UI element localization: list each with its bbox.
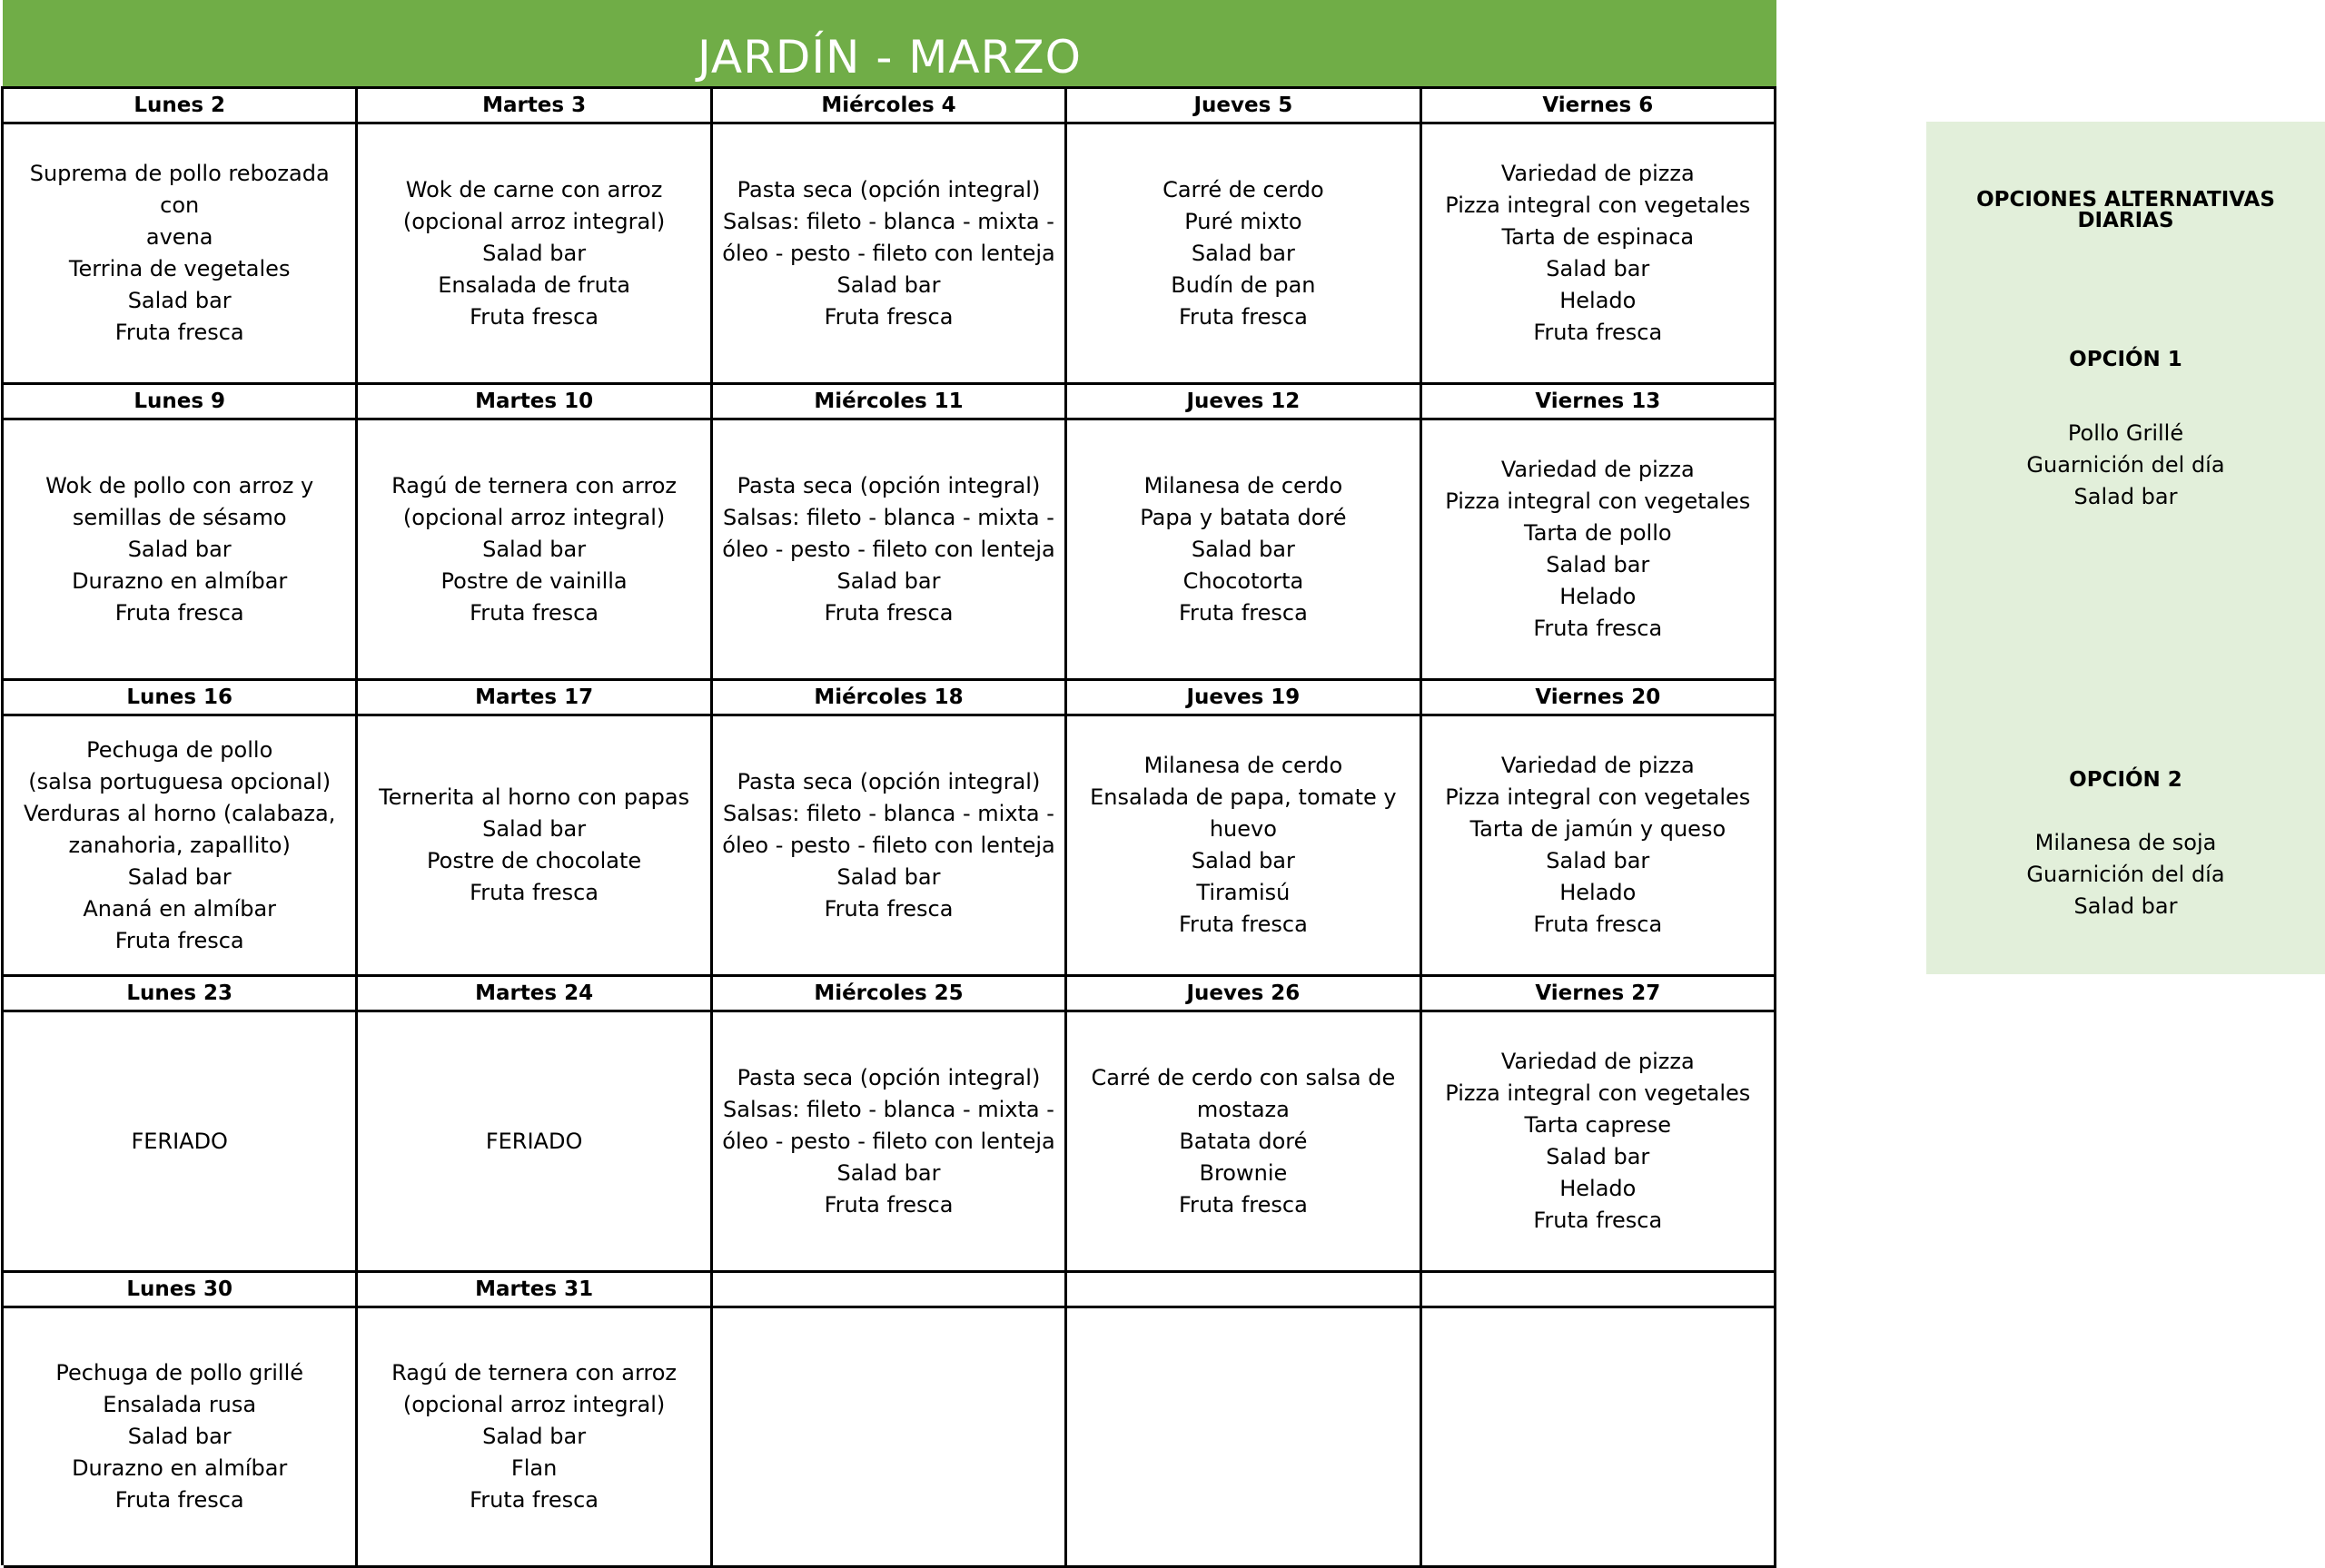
- day-menu: Pasta seca (opción integral) Salsas: fileto - blanca - mixta - óleo - pesto - fileto con lenteja Salad bar Fruta fresca: [713, 124, 1067, 385]
- option-2-item: Milanesa de soja: [2034, 830, 2217, 855]
- option-1-list: [1926, 418, 2325, 513]
- day-menu-empty: [1067, 1308, 1421, 1568]
- day-header: Lunes 16: [4, 681, 358, 716]
- option-1-heading: OPCIÓN 1: [2069, 348, 2182, 371]
- day-menu: Ragú de ternera con arroz (opcional arroz integral) Salad bar Flan Fruta fresca: [358, 1308, 712, 1568]
- option-1-item: Guarnición del día: [2026, 452, 2225, 478]
- day-header: Lunes 2: [4, 89, 358, 124]
- option-2-heading: OPCIÓN 2: [2069, 768, 2182, 792]
- day-menu: Milanesa de cerdo Papa y batata doré Salad bar Chocotorta Fruta fresca: [1067, 420, 1421, 681]
- day-menu: Variedad de pizza Pizza integral con vegetales Tarta de espinaca Salad bar Helado Fruta fresca: [1422, 124, 1776, 385]
- day-menu: Pechuga de pollo grillé Ensalada rusa Salad bar Durazno en almíbar Fruta fresca: [4, 1308, 358, 1568]
- day-header: Jueves 19: [1067, 681, 1421, 716]
- option-2-item: Guarnición del día: [2026, 862, 2225, 887]
- day-menu: Carré de cerdo Puré mixto Salad bar Budín de pan Fruta fresca: [1067, 124, 1421, 385]
- day-menu-empty: [1422, 1308, 1776, 1568]
- option-1-item: Salad bar: [2073, 484, 2178, 509]
- day-menu: Pasta seca (opción integral) Salsas: fileto - blanca - mixta - óleo - pesto - fileto con lenteja Salad bar Fruta fresca: [713, 420, 1067, 681]
- day-header: Martes 10: [358, 385, 712, 420]
- day-header: Miércoles 4: [713, 89, 1067, 124]
- alternatives-title: OPCIONES ALTERNATIVAS DIARIAS: [1976, 188, 2275, 232]
- day-header: Lunes 9: [4, 385, 358, 420]
- day-menu-empty: [713, 1308, 1067, 1568]
- day-menu: Ragú de ternera con arroz (opcional arroz integral) Salad bar Postre de vainilla Fruta fresca: [358, 420, 712, 681]
- day-menu: Pechuga de pollo (salsa portuguesa opcional) Verduras al horno (calabaza, zanahoria, zapallito) Salad bar Ananá en almíbar Fruta fresca: [4, 716, 358, 977]
- menu-calendar: [1, 86, 1776, 1565]
- day-header-empty: [1422, 1273, 1776, 1308]
- alternative-options-panel: [1926, 122, 2325, 974]
- day-menu: Wok de pollo con arroz y semillas de sésamo Salad bar Durazno en almíbar Fruta fresca: [4, 420, 358, 681]
- day-menu: Variedad de pizza Pizza integral con vegetales Tarta caprese Salad bar Helado Fruta fresca: [1422, 1012, 1776, 1273]
- day-header: Viernes 20: [1422, 681, 1776, 716]
- day-menu: FERIADO: [4, 1012, 358, 1273]
- day-header-empty: [713, 1273, 1067, 1308]
- day-menu: FERIADO: [358, 1012, 712, 1273]
- day-header: Jueves 5: [1067, 89, 1421, 124]
- day-header: Viernes 27: [1422, 977, 1776, 1012]
- day-menu: Carré de cerdo con salsa de mostaza Batata doré Brownie Fruta fresca: [1067, 1012, 1421, 1273]
- day-header: Lunes 30: [4, 1273, 358, 1308]
- page-title: JARDÍN - MARZO: [698, 31, 1082, 84]
- day-menu: Milanesa de cerdo Ensalada de papa, tomate y huevo Salad bar Tiramisú Fruta fresca: [1067, 716, 1421, 977]
- day-header: Martes 17: [358, 681, 712, 716]
- option-2-list: [1926, 827, 2325, 922]
- day-menu: Variedad de pizza Pizza integral con vegetales Tarta de pollo Salad bar Helado Fruta fresca: [1422, 420, 1776, 681]
- day-header: Martes 31: [358, 1273, 712, 1308]
- day-header: Miércoles 11: [713, 385, 1067, 420]
- day-header: Miércoles 18: [713, 681, 1067, 716]
- day-header: Lunes 23: [4, 977, 358, 1012]
- day-menu: Wok de carne con arroz (opcional arroz integral) Salad bar Ensalada de fruta Fruta fresca: [358, 124, 712, 385]
- day-header: Jueves 26: [1067, 977, 1421, 1012]
- day-menu: Ternerita al horno con papas Salad bar Postre de chocolate Fruta fresca: [358, 716, 712, 977]
- day-header: Jueves 12: [1067, 385, 1421, 420]
- day-menu: Suprema de pollo rebozada con avena Terrina de vegetales Salad bar Fruta fresca: [4, 124, 358, 385]
- day-header: Martes 3: [358, 89, 712, 124]
- day-header: Viernes 13: [1422, 385, 1776, 420]
- title-banner: [3, 0, 1776, 86]
- option-2-item: Salad bar: [2073, 893, 2178, 919]
- day-menu: Pasta seca (opción integral) Salsas: fileto - blanca - mixta - óleo - pesto - fileto con lenteja Salad bar Fruta fresca: [713, 716, 1067, 977]
- day-menu: Pasta seca (opción integral) Salsas: fileto - blanca - mixta - óleo - pesto - fileto con lenteja Salad bar Fruta fresca: [713, 1012, 1067, 1273]
- option-1-item: Pollo Grillé: [2067, 420, 2184, 446]
- day-header-empty: [1067, 1273, 1421, 1308]
- day-menu: Variedad de pizza Pizza integral con vegetales Tarta de jamún y queso Salad bar Helado Fruta fresca: [1422, 716, 1776, 977]
- day-header: Martes 24: [358, 977, 712, 1012]
- day-header: Viernes 6: [1422, 89, 1776, 124]
- day-header: Miércoles 25: [713, 977, 1067, 1012]
